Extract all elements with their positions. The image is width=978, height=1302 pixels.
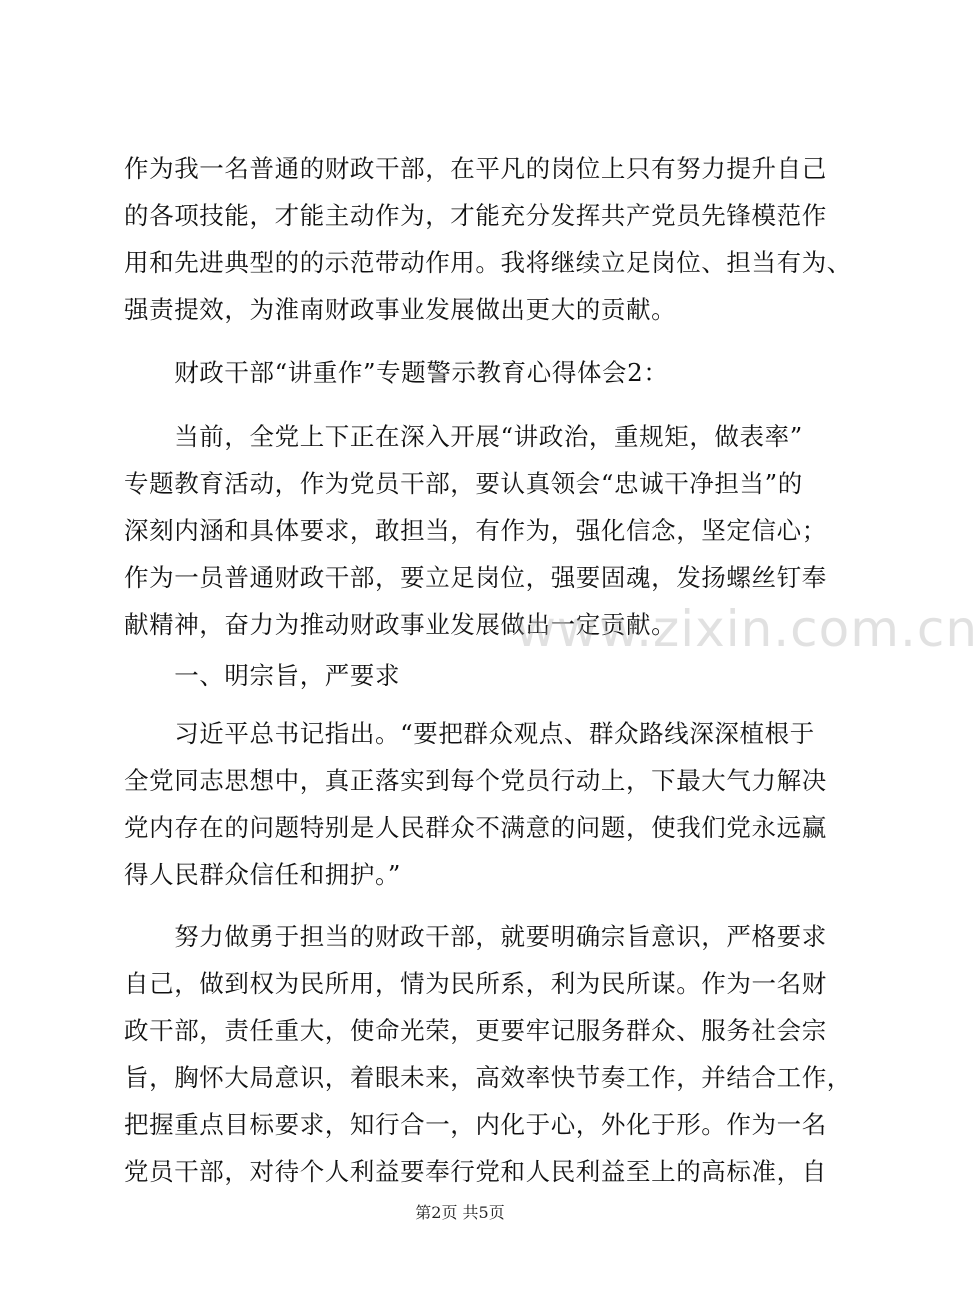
text-line: 用和先进典型的的示范带动作用。我将继续立足岗位、担当有为、 — [124, 248, 852, 277]
page-footer: 第2页 共5页 — [415, 1203, 505, 1222]
text-line: 献精神，奋力为推动财政事业发展做出一定贡献。 — [124, 610, 677, 639]
subheading: 一、明宗旨，严要求 — [124, 661, 401, 690]
text-line: 得人民群众信任和拥护。” — [124, 860, 401, 889]
text-line: 深刻内涵和具体要求，敢担当，有作为，强化信念，坚定信心； — [124, 516, 827, 545]
section-heading: 财政干部“讲重作”专题警示教育心得体会2： — [124, 358, 669, 387]
text-line: 全党同志思想中，真正落实到每个党员行动上，下最大气力解决 — [124, 766, 827, 795]
text-line: 政干部，责任重大，使命光荣，更要牢记服务群众、服务社会宗 — [124, 1016, 827, 1045]
text-line: 党员干部，对待个人利益要奉行党和人民利益至上的高标准，自 — [124, 1157, 827, 1186]
text-line: 当前，全党上下正在深入开展“讲政治，重规矩，做表率” — [124, 422, 803, 451]
text-line: 专题教育活动，作为党员干部，要认真领会“忠诚干净担当”的 — [124, 469, 803, 498]
text-line: 把握重点目标要求，知行合一，内化于心，外化于形。作为一名 — [124, 1110, 827, 1139]
text-line: 旨，胸怀大局意识，着眼未来，高效率快节奏工作，并结合工作， — [124, 1063, 852, 1092]
text-line: 习近平总书记指出。“要把群众观点、群众路线深深植根于 — [124, 719, 815, 748]
text-line: 党内存在的问题特别是人民群众不满意的问题，使我们党永远赢 — [124, 813, 827, 842]
text-line: 作为我一名普通的财政干部，在平凡的岗位上只有努力提升自己 — [124, 154, 827, 183]
text-line: 的各项技能，才能主动作为，才能充分发挥共产党员先锋模范作 — [124, 201, 827, 230]
text-line: 强责提效，为淮南财政事业发展做出更大的贡献。 — [124, 295, 677, 324]
text-line: 自己，做到权为民所用，情为民所系，利为民所谋。作为一名财 — [124, 969, 827, 998]
text-line: 作为一员普通财政干部，要立足岗位，强要固魂，发扬螺丝钉奉 — [124, 563, 827, 592]
text-line: 努力做勇于担当的财政干部，就要明确宗旨意识，严格要求 — [124, 922, 827, 951]
watermark: www.zixin.com.cn — [515, 600, 978, 658]
